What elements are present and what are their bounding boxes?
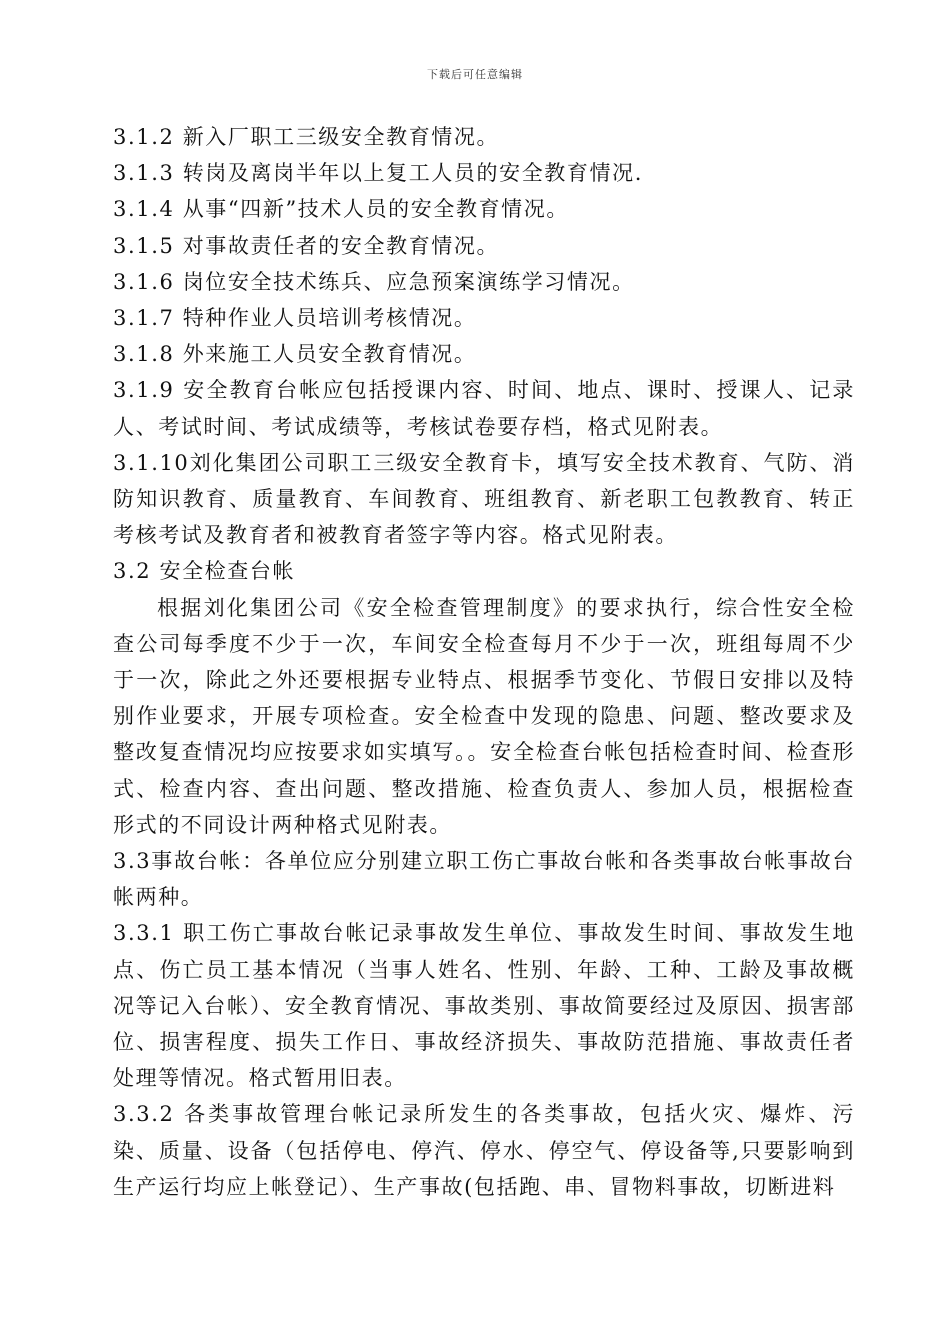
- paragraph: 3.3.2 各类事故管理台帐记录所发生的各类事故，包括火灾、爆炸、污染、质量、设备（包括停电、停汽、停水、停空气、停设备等,只要影响到生产运行均应上帐登记）、生产事故(包括跑、串、冒物料事故，切断进料: [113, 1102, 855, 1199]
- document-body: [113, 119, 855, 1205]
- paragraph: 3.3.1 职工伤亡事故台帐记录事故发生单位、事故发生时间、事故发生地点、伤亡员工基本情况（当事人姓名、性别、年龄、工种、工龄及事故概况等记入台帐）、安全教育情况、事故类别、事故简要经过及原因、损害部位、损害程度、损失工作日、事故经济损失、事故防范措施、事故责任者处理等情况。格式暂用旧表。: [113, 921, 855, 1091]
- paragraph: 3.1.2 新入厂职工三级安全教育情况。: [113, 125, 500, 149]
- paragraph: 3.3事故台帐：各单位应分别建立职工伤亡事故台帐和各类事故台帐事故台帐两种。: [113, 849, 855, 910]
- paragraph: 3.1.9 安全教育台帐应包括授课内容、时间、地点、课时、授课人、记录人、考试时间、考试成绩等，考核试卷要存档，格式见附表。: [113, 378, 855, 439]
- paragraph: 3.1.5 对事故责任者的安全教育情况。: [113, 233, 500, 258]
- page-header-note: 下载后可任意编辑: [427, 68, 523, 81]
- section-heading: 3.2 安全检查台帐: [113, 559, 296, 584]
- paragraph-indented: 根据刘化集团公司《安全检查管理制度》的要求执行，综合性安全检查公司每季度不少于一次，车间安全检查每月不少于一次，班组每周不少于一次，除此之外还要根据专业特点、根据季节变化、节假日安排以及特别作业要求，开展专项检查。安全检查中发现的隐患、问题、整改要求及整改复查情况均应按要求如实填写。。安全检查台帐包括检查时间、检查形式、检查内容、查出问题、整改措施、检查负责人、参加人员，根据检查形式的不同设计两种格式见附表。: [113, 595, 855, 837]
- paragraph: 3.1.10刘化集团公司职工三级安全教育卡，填写安全技术教育、气防、消防知识教育、质量教育、车间教育、班组教育、新老职工包教教育、转正考核考试及教育者和被教育者签字等内容。格式见附表。: [113, 450, 855, 548]
- paragraph: 3.1.7 特种作业人员培训考核情况。: [113, 306, 477, 331]
- paragraph: 3.1.3 转岗及离岗半年以上复工人员的安全教育情况.: [113, 161, 643, 186]
- paragraph: 3.1.6 岗位安全技术练兵、应急预案演练学习情况。: [113, 269, 635, 294]
- paragraph: 3.1.4 从事“四新”技术人员的安全教育情况。: [113, 197, 569, 222]
- paragraph: 3.1.8 外来施工人员安全教育情况。: [113, 342, 477, 367]
